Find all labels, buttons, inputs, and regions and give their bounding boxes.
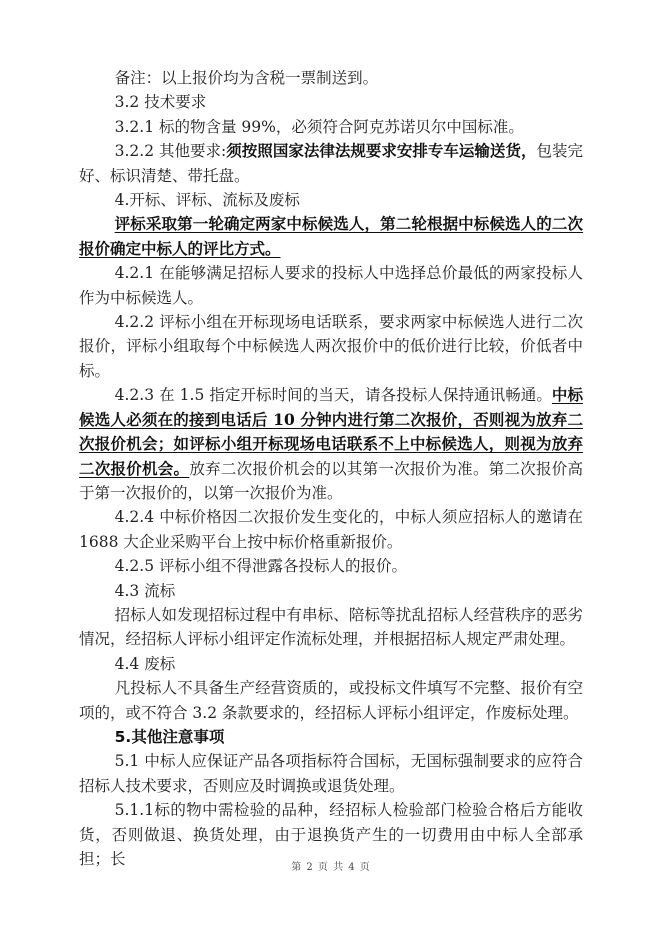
paragraph-4-3-body bbox=[79, 603, 583, 652]
page-footer bbox=[0, 858, 662, 873]
text-segment: 5.1.1标的物中需检验的品种，经招标人检验部门检验合格后方能收货，否则做退、换货处理，由于退换货产生的一切费用由中标人全部承担；长 bbox=[79, 801, 583, 868]
paragraph-note bbox=[79, 66, 583, 90]
text-segment: 4.2.4 中标价格因二次报价发生变化的，中标人须应招标人的邀请在 1688 大企业采购平台上按中标价格重新报价。 bbox=[79, 508, 583, 551]
bold-underline-text-segment: 评标采取第一轮确定两家中标候选人，第二轮根据中标候选人的二次报价确定中标人的评比方式。 bbox=[79, 214, 583, 258]
text-segment: 4.2.2 评标小组在开标现场电话联系，要求两家中标候选人进行二次报价，评标小组取每个中标候选人两次报价中的低价进行比较，价低者中标。 bbox=[79, 313, 583, 380]
heading-4-4 bbox=[79, 652, 583, 676]
heading-3-2 bbox=[79, 90, 583, 114]
text-segment: 4.3 流标 bbox=[114, 581, 176, 600]
paragraph-5-1 bbox=[79, 749, 583, 798]
document-page bbox=[79, 66, 583, 871]
text-segment: 凡投标人不具备生产经营资质的，或投标文件填写不完整、报价有空项的，或不符合 3.2 条款要求的，经招标人评标小组评定，作废标处理。 bbox=[79, 679, 583, 722]
text-segment: 3.2.2 其他要求: bbox=[114, 142, 227, 161]
bold-text-segment: 须按照国家法律法规要求安排专车运输送货， bbox=[226, 141, 537, 161]
text-segment: 4.2.5 评标小组不得泄露各投标人的报价。 bbox=[114, 557, 408, 576]
paragraph-4-2-2 bbox=[79, 310, 583, 383]
paragraph-4-method bbox=[79, 212, 583, 261]
section-heading: 5.其他注意事项 bbox=[114, 727, 225, 746]
text-segment: 5.1 中标人应保证产品各项指标符合国标，无国标强制要求的应符合招标人技术要求，否则应及时调换或退货处理。 bbox=[79, 752, 583, 795]
page-number-label: 第 2 页 共 4 页 bbox=[291, 862, 371, 873]
text-segment: 包装完好、标识清楚、带托盘。 bbox=[79, 142, 583, 185]
heading-5 bbox=[79, 725, 583, 749]
paragraph-4-2-3 bbox=[79, 383, 583, 505]
text-segment: 3.2.1 标的物含量 99%，必须符合阿克苏诺贝尔中国标准。 bbox=[114, 117, 524, 136]
bold-underline-text-segment: 中标候选人必须在的接到电话后 10 分钟内进行第二次报价，否则视为放弃二次报价机会；如评标小组开标现场电话联系不上中标候选人，则视为放弃二次报价机会。 bbox=[79, 385, 583, 478]
text-segment: 4.开标、评标、流标及废标 bbox=[114, 191, 300, 210]
heading-4-3 bbox=[79, 579, 583, 603]
text-segment: 3.2 技术要求 bbox=[114, 93, 207, 112]
paragraph-4-2-4 bbox=[79, 505, 583, 554]
paragraph-4-2-1 bbox=[79, 261, 583, 310]
text-segment: 4.2.3 在 1.5 指定开标时间的当天，请各投标人保持通讯畅通。 bbox=[114, 386, 552, 405]
text-segment: 4.4 废标 bbox=[114, 654, 176, 673]
text-segment: 备注：以上报价均为含税一票制送到。 bbox=[114, 69, 379, 87]
paragraph-3-2-2 bbox=[79, 139, 583, 188]
text-segment: 放弃二次报价机会的以其第一次报价为准。第二次报价高于第一次报价的，以第一次报价为准。 bbox=[79, 459, 583, 502]
text-segment: 4.2.1 在能够满足招标人要求的投标人中选择总价最低的两家投标人作为中标候选人。 bbox=[79, 264, 583, 307]
text-segment: 招标人如发现招标过程中有串标、陪标等扰乱招标人经营秩序的恶劣情况，经招标人评标小组评定作流标处理，并根据招标人规定严肃处理。 bbox=[79, 605, 583, 649]
paragraph-3-2-1 bbox=[79, 115, 583, 139]
heading-4 bbox=[79, 188, 583, 212]
paragraph-4-4-body bbox=[79, 676, 583, 725]
paragraph-4-2-5 bbox=[79, 554, 583, 578]
